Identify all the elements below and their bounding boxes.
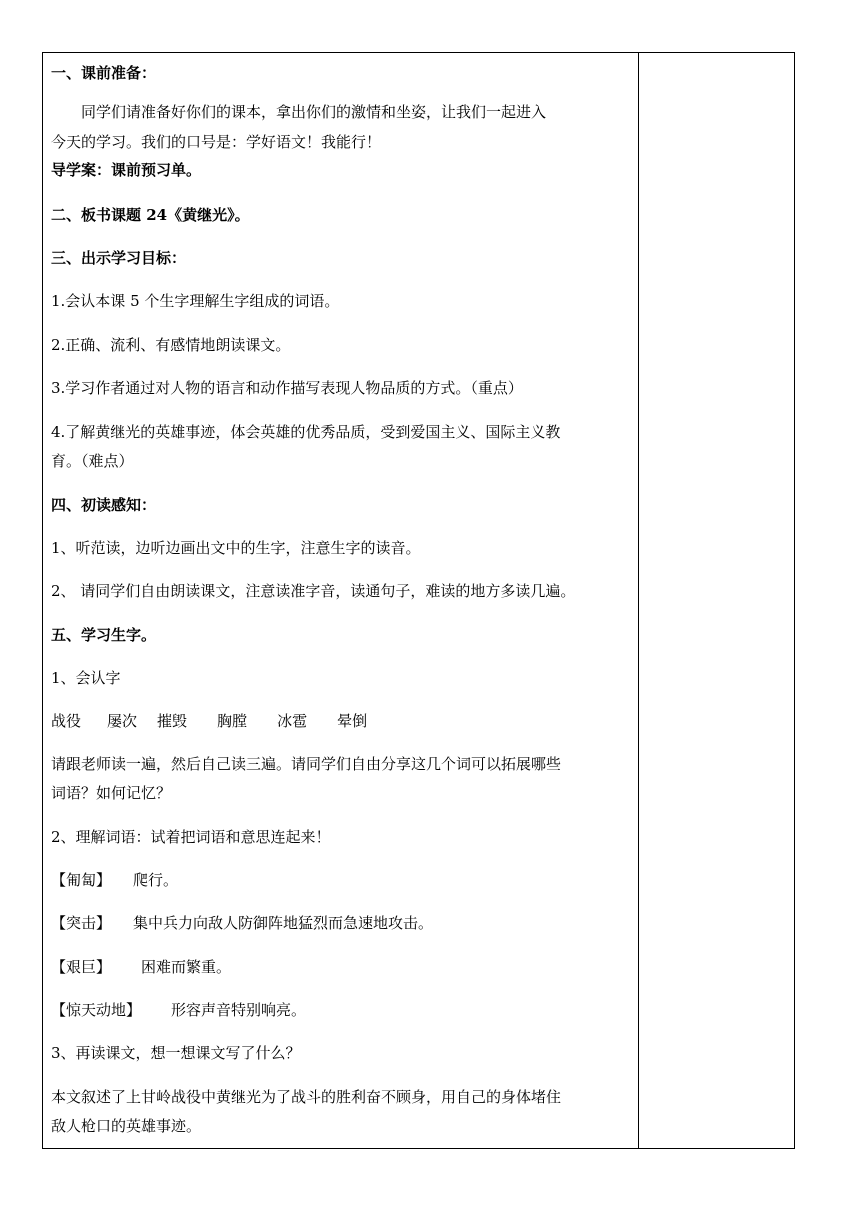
subsection-recognize-words: 1、会认字 xyxy=(51,669,121,687)
vocab-meaning: 困难而繁重。 xyxy=(141,958,232,976)
vocab-term: 【艰巨】 xyxy=(51,958,112,976)
section1-heading: 一、课前准备： xyxy=(51,64,157,82)
vocab-meaning: 集中兵力向敌人防御阵地猛烈而急速地攻击。 xyxy=(133,914,434,932)
subsection-reread: 3、再读课文，想一想课文写了什么？ xyxy=(51,1044,301,1062)
reading-step-1: 1、听范读，边听边画出文中的生字，注意生字的读音。 xyxy=(51,539,421,557)
word-item: 战役 xyxy=(51,712,82,730)
section2-heading: 二、板书课题 24《黄继光》。 xyxy=(51,206,250,224)
section1-paragraph-line2: 今天的学习。我们的口号是：学好语文！我能行！ xyxy=(51,133,382,151)
instruction-line2: 词语？如何记忆？ xyxy=(51,784,172,802)
vocab-meaning: 形容声音特别响亮。 xyxy=(171,1001,307,1019)
goal-4-line2: 育。（难点） xyxy=(51,452,134,470)
vocab-row xyxy=(51,870,178,890)
vocab-term: 【突击】 xyxy=(51,914,112,932)
word-item: 屡次 xyxy=(107,712,138,730)
section5-heading: 五、学习生字。 xyxy=(51,626,157,644)
vocab-meaning: 爬行。 xyxy=(133,871,179,889)
word-item: 摧毁 xyxy=(157,712,188,730)
vocab-row xyxy=(51,957,231,977)
word-list xyxy=(51,711,367,731)
word-item: 冰雹 xyxy=(277,712,308,730)
section4-heading: 四、初读感知： xyxy=(51,496,157,514)
word-item: 晕倒 xyxy=(337,712,368,730)
goal-1: 1.会认本课 5 个生字理解生字组成的词语。 xyxy=(51,292,340,310)
summary-line1: 本文叙述了上甘岭战役中黄继光为了战斗的胜利奋不顾身，用自己的身体堵住 xyxy=(51,1088,562,1106)
section1-guide: 导学案：课前预习单。 xyxy=(51,161,202,179)
vocab-term: 【匍匐】 xyxy=(51,871,112,889)
goal-2: 2.正确、流利、有感情地朗读课文。 xyxy=(51,336,291,354)
word-item: 胸膛 xyxy=(217,712,248,730)
goal-4-line1: 4.了解黄继光的英雄事迹，体会英雄的优秀品质，受到爱国主义、国际主义教 xyxy=(51,423,561,441)
reading-step-2: 2、 请同学们自由朗读课文，注意读准字音，读通句子，难读的地方多读几遍。 xyxy=(51,582,576,600)
instruction-line1: 请跟老师读一遍，然后自己读三遍。请同学们自由分享这几个词可以拓展哪些 xyxy=(51,755,562,773)
column-divider xyxy=(638,52,639,1149)
vocab-term: 【惊天动地】 xyxy=(51,1001,142,1019)
section3-heading: 三、出示学习目标： xyxy=(51,249,187,267)
vocab-row xyxy=(51,1000,306,1020)
section1-paragraph-line1: 同学们请准备好你们的课本，拿出你们的激情和坐姿，让我们一起进入 xyxy=(81,103,547,121)
goal-3: 3.学习作者通过对人物的语言和动作描写表现人物品质的方式。（重点） xyxy=(51,379,523,397)
subsection-understand-words: 2、理解词语：试着把词语和意思连起来！ xyxy=(51,828,331,846)
summary-line2: 敌人枪口的英雄事迹。 xyxy=(51,1117,202,1135)
vocab-row xyxy=(51,913,433,933)
